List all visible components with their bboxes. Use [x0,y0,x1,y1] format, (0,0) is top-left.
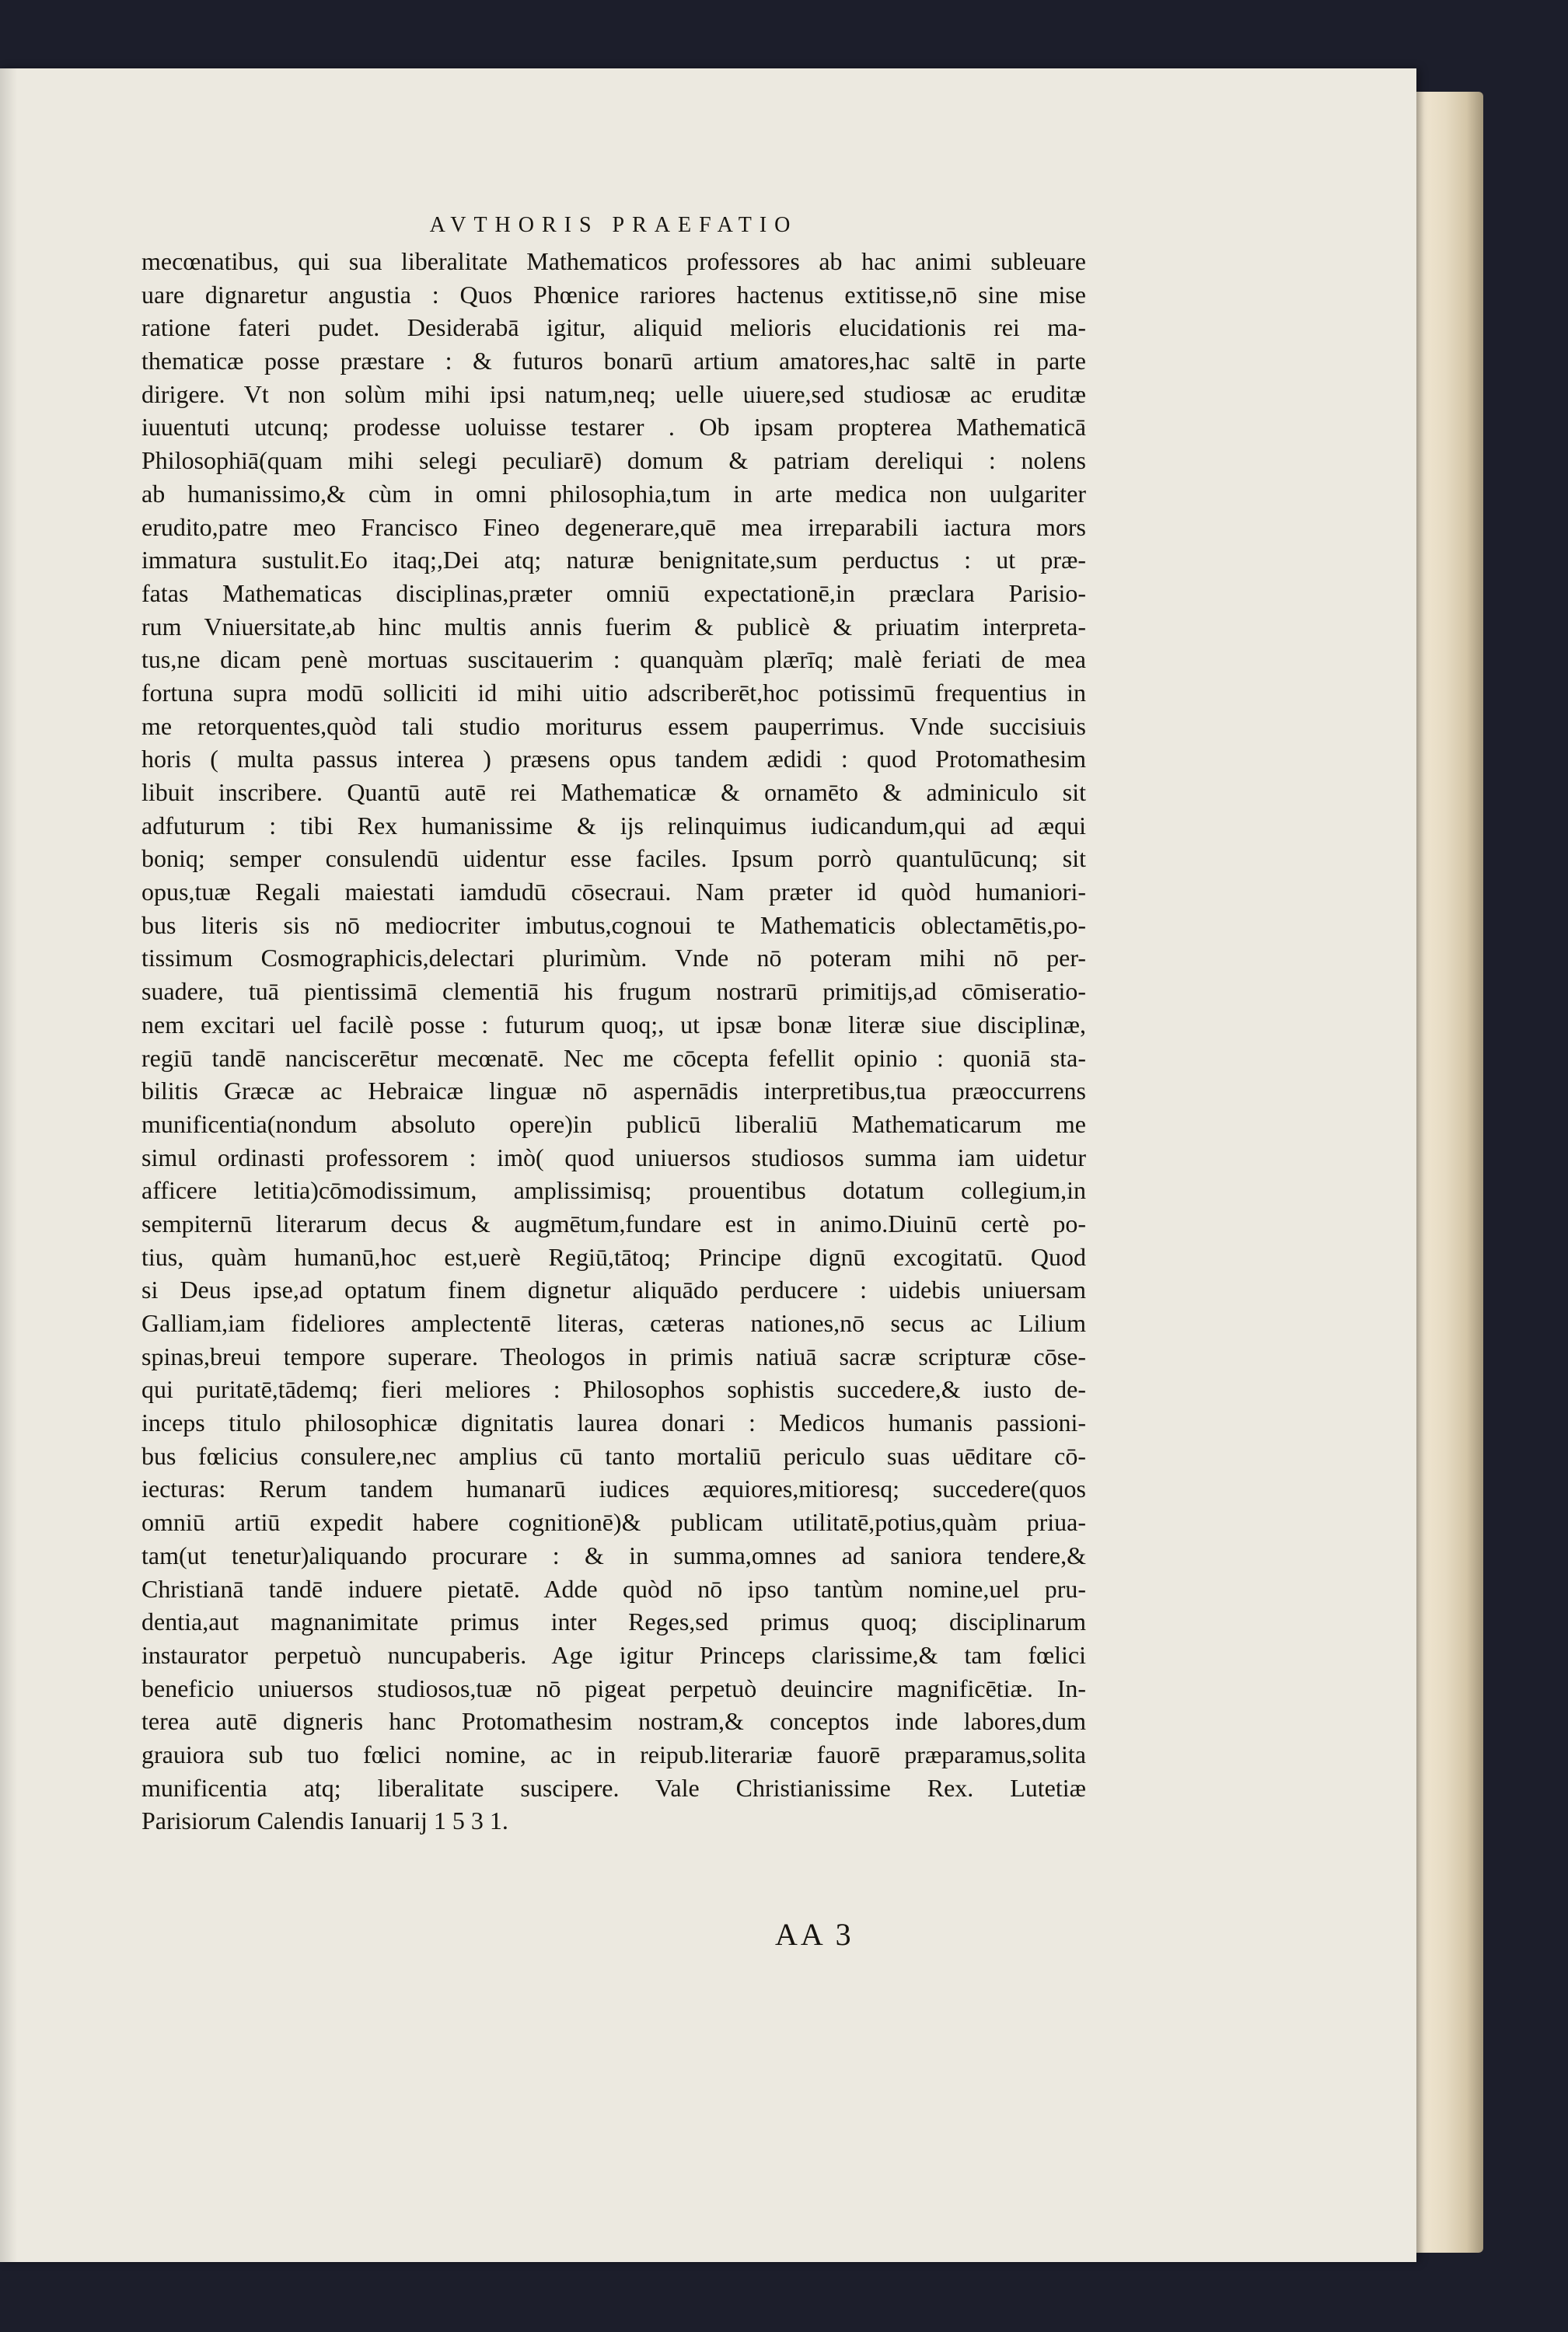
text-line: boniq; semper consulendū uidentur esse faciles. Ipsum porrò quantulūcunq; sit [141,844,1086,873]
text-line: adfuturum : tibi Rex humanissime & ijs relinquimus iudicandum,qui ad æqui [141,811,1086,840]
text-line: tissimum Cosmographicis,delectari plurimùm. Vnde nō poteram mihi nō per- [141,944,1086,972]
text-line: opus,tuæ Regali maiestati iamdudū cōsecraui. Nam præter id quòd humaniori- [141,878,1086,906]
text-line: ratione fateri pudet. Desiderabā igitur, aliquid melioris elucidationis rei ma- [141,313,1086,342]
text-line: spinas,breui tempore superare. Theologos in primis natiuā sacræ scripturæ cōse- [141,1342,1086,1370]
text-line: omniū artiū expedit habere cognitionē)& publicam utilitatē,potius,quàm priua- [141,1508,1086,1537]
text-line: terea autē digneris hanc Protomathesim nostram,& conceptos inde labores,dum [141,1707,1086,1736]
text-line: thematicæ posse præstare : & futuros bonarū artium amatores,hac saltē in parte [141,347,1086,375]
text-line: instaurator perpetuò nuncupaberis. Age igitur Princeps clarissime,& tam fœlici [141,1640,1086,1669]
text-line: me retorquentes,quòd tali studio moriturus essem pauperrimus. Vnde succisiuis [141,711,1086,740]
text-line: munificentia(nondum absoluto opere)in publicū liberaliū Mathematicarum me [141,1109,1086,1138]
text-line: afficere letitia)cōmodissimum, amplissimisq; prouentibus dotatum collegium,in [141,1176,1086,1205]
text-line: iecturas: Rerum tandem humanarū iudices æquiores,mitioresq; succedere(quos [141,1475,1086,1503]
text-line: libuit inscribere. Quantū autē rei Mathematicæ & ornamēto & adminiculo sit [141,778,1086,806]
text-line: fortuna supra modū solliciti id mihi uitio adscriberēt,hoc potissimū frequentius in [141,678,1086,707]
text-block [141,206,1086,1838]
text-line: tus,ne dicam penè mortuas suscitauerim : quanquàm plærīq; malè feriati de mea [141,645,1086,674]
text-line: dentia,aut magnanimitate primus inter Reges,sed primus quoq; disciplinarum [141,1608,1086,1636]
spine-shadow [0,68,17,2262]
text-line: Philosophiā(quam mihi selegi peculiarē) domum & patriam dereliqui : nolens [141,446,1086,475]
text-line: immatura sustulit.Eo itaq;,Dei atq; naturæ benignitate,sum perductus : ut præ- [141,546,1086,574]
text-line: tius, quàm humanū,hoc est,uerè Regiū,tātoq; Principe dignū excogitatū. Quod [141,1242,1086,1271]
text-line: bilitis Græcæ ac Hebraicæ linguæ nō aspernādis interpretibus,tua præoccurrens [141,1077,1086,1105]
text-line: regiū tandē nanciscerētur mecœnatē. Nec me cōcepta fefellit opinio : quoniā sta- [141,1043,1086,1072]
text-line: simul ordinasti professorem : imò( quod uniuersos studiosos summa iam uidetur [141,1143,1086,1171]
text-line: horis ( multa passus interea ) præsens opus tandem ædidi : quod Protomathesim [141,745,1086,773]
text-line: dirigere. Vt non solùm mihi ipsi natum,neq; uelle uiuere,sed studiosæ ac eruditæ [141,379,1086,408]
body-text [141,245,1086,1838]
text-line: bus fœlicius consulere,nec amplius cū tanto mortaliū periculo suas uēditare cō- [141,1441,1086,1470]
text-line: mecœnatibus, qui sua liberalitate Mathematicos professores ab hac animi subleuare [141,247,1086,275]
text-line: uare dignaretur angustia : Quos Phœnice rariores hactenus extitisse,nō sine mise [141,280,1086,309]
text-line: bus literis sis nō mediocriter imbutus,cognoui te Mathematicis oblectamētis,po- [141,910,1086,939]
signature-mark: AA 3 [775,1917,854,1952]
text-line: tam(ut tenetur)aliquando procurare : & in summa,omnes ad saniora tendere,& [141,1541,1086,1569]
text-line: Galliam,iam fideliores amplectentē literas, cæteras nationes,nō secus ac Lilium [141,1309,1086,1337]
text-line: nem excitari uel facilè posse : futurum quoq;, ut ipsæ bonæ literæ siue disciplinæ, [141,1010,1086,1039]
text-line: qui puritatē,tādemq; fieri meliores : Philosophos sophistis succedere,& iusto de- [141,1375,1086,1404]
text-line: beneficio uniuersos studiosos,tuæ nō pigeat perpetuò deuincire magnificētiæ. In- [141,1674,1086,1702]
text-line: sempiternū literarum decus & augmētum,fundare est in animo.Diuinū certè po- [141,1209,1086,1238]
text-line: rum Vniuersitate,ab hinc multis annis fuerim & publicè & priuatim interpreta- [141,612,1086,641]
text-line: ab humanissimo,& cùm in omni philosophia,tum in arte medica non uulgariter [141,479,1086,508]
text-line: fatas Mathematicas disciplinas,præter omniū expectationē,in præclara Parisio- [141,578,1086,607]
running-head: AVTHORIS PRAEFATIO [429,213,798,237]
text-line: inceps titulo philosophicæ dignitatis laurea donari : Medicos humanis passioni- [141,1409,1086,1437]
text-line: si Deus ipse,ad optatum finem dignetur aliquādo perducere : uidebis uniuersam [141,1276,1086,1304]
text-line: erudito,patre meo Francisco Fineo degenerare,quē mea irreparabili iactura mors [141,512,1086,541]
text-line: grauiora sub tuo fœlici nomine, ac in reipub.literariæ fauorē præparamus,solita [141,1740,1086,1768]
text-line: Parisiorum Calendis Ianuarij 1 5 3 1. [141,1807,508,1835]
text-line: munificentia atq; liberalitate suscipere. Vale Christianissime Rex. Lutetiæ [141,1773,1086,1802]
text-line: iuuentuti utcunq; prodesse uoluisse testarer . Ob ipsam propterea Mathematicā [141,413,1086,442]
text-line: Christianā tandē induere pietatē. Adde quòd nō ipso tantùm nomine,uel pru- [141,1574,1086,1603]
text-line: suadere, tuā pientissimā clementiā his frugum nostrarū primitijs,ad cōmiseratio- [141,977,1086,1006]
